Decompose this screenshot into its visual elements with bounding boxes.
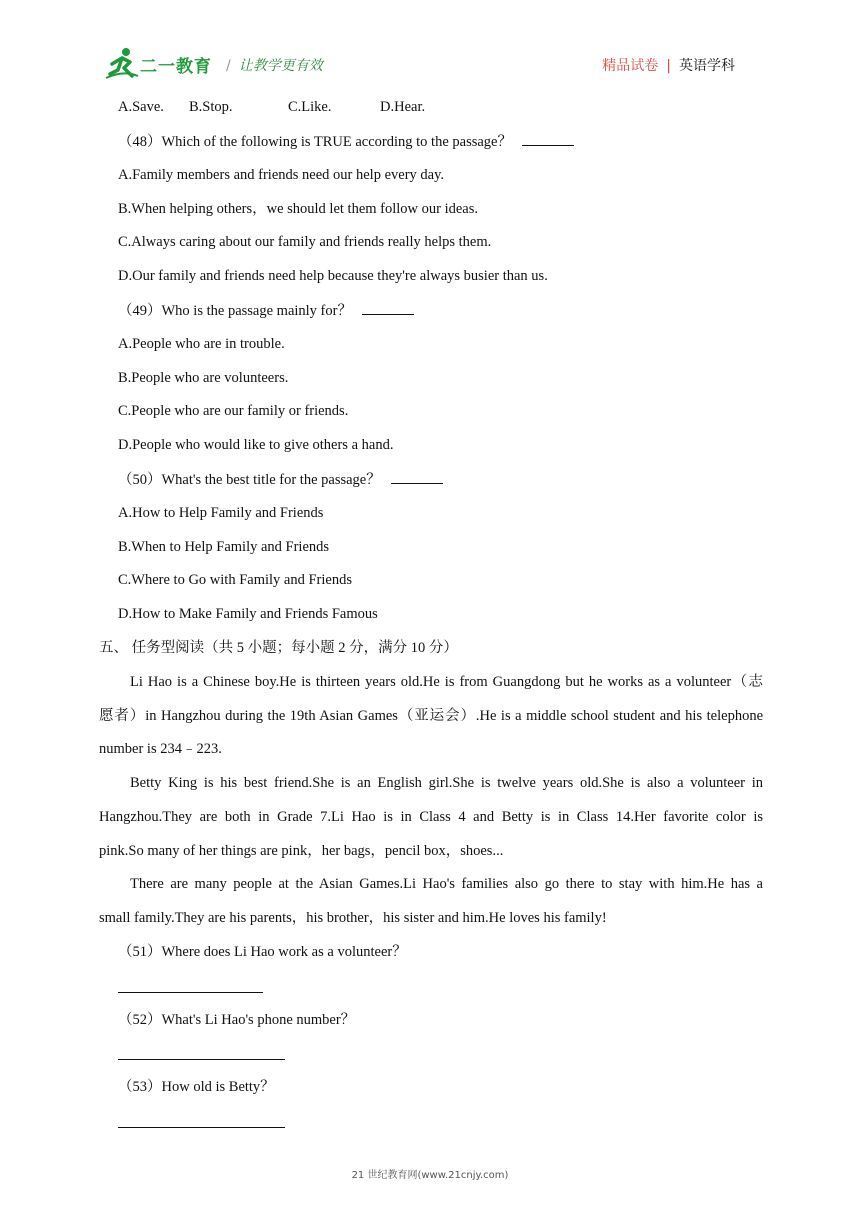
q51-answer-line[interactable] xyxy=(118,992,263,993)
q49-answer-blank xyxy=(362,300,414,315)
q48-stem xyxy=(118,131,574,152)
q47-option-c: C.Like. xyxy=(288,99,332,115)
header-divider: | xyxy=(666,58,671,74)
q52-answer-line[interactable] xyxy=(118,1059,285,1060)
q50-option-d: D.How to Make Family and Friends Famous xyxy=(118,606,378,622)
q49-option-a: A.People who are in trouble. xyxy=(118,336,285,352)
logo-text: 二一教育 xyxy=(140,57,212,77)
q50-answer-blank xyxy=(391,469,443,484)
page-footer: 21 世纪教育网(www.21cnjy.com) xyxy=(351,1170,509,1181)
q50-stem xyxy=(118,469,443,490)
q48-stem-text: （48）Which of the following is TRUE according to the passage？ xyxy=(118,134,512,150)
q49-option-b: B.People who are volunteers. xyxy=(118,370,289,386)
q48-answer-blank xyxy=(522,131,574,146)
q50-stem-text: （50）What's the best title for the passage？ xyxy=(118,472,381,488)
passage-p2-line2: Hangzhou.They are both in Grade 7.Li Hao is in Class 4 and Betty is in Class 14.Her favorite color is xyxy=(99,809,763,825)
passage-p1-line2: 愿者）in Hangzhou during the 19th Asian Games（亚运会）.He is a middle school student and his telephone xyxy=(99,708,763,724)
passage-p3-line1: There are many people at the Asian Games.Li Hao's families also go there to stay with him.He has a xyxy=(130,876,763,892)
section-5-title: 五、 任务型阅读（共 5 小题；每小题 2 分，满分 10 分） xyxy=(99,640,458,656)
q47-option-b: B.Stop. xyxy=(189,99,233,115)
q49-option-d: D.People who would like to give others a hand. xyxy=(118,437,394,453)
q48-option-d: D.Our family and friends need help because they're always busier than us. xyxy=(118,268,548,284)
q50-option-b: B.When to Help Family and Friends xyxy=(118,539,330,555)
passage-p1-line3: number is 234﹣223. xyxy=(99,741,222,757)
premium-label: 精品试卷 xyxy=(602,58,659,74)
q50-option-c: C.Where to Go with Family and Friends xyxy=(118,572,352,588)
slogan-slash: / xyxy=(226,58,231,74)
q47-option-d: D.Hear. xyxy=(380,99,426,115)
passage-p2-line3: pink.So many of her things are pink，her bags，pencil box，shoes... xyxy=(99,843,504,859)
q49-option-c: C.People who are our family or friends. xyxy=(118,403,349,419)
page-header xyxy=(0,0,860,92)
q53-answer-line[interactable] xyxy=(118,1127,285,1128)
q49-stem-text: （49）Who is the passage mainly for？ xyxy=(118,303,352,319)
q47-options xyxy=(118,97,425,117)
slogan-text: 让教学更有效 xyxy=(238,58,323,74)
passage-p2-line1: Betty King is his best friend.She is an English girl.She is twelve years old.She is also a volunteer in xyxy=(130,775,763,791)
q50-option-a: A.How to Help Family and Friends xyxy=(118,505,324,521)
q51-stem: （51）Where does Li Hao work as a volunteer？ xyxy=(118,944,407,960)
q53-stem: （53）How old is Betty？ xyxy=(118,1079,275,1095)
q47-option-a: A.Save. xyxy=(118,99,164,115)
q52-stem: （52）What's Li Hao's phone number？ xyxy=(118,1012,356,1028)
q48-option-c: C.Always caring about our family and friends really helps them. xyxy=(118,234,492,250)
header-right xyxy=(602,55,735,75)
subject-label: 英语学科 xyxy=(679,58,735,74)
q48-option-a: A.Family members and friends need our help every day. xyxy=(118,167,445,183)
passage-p1-line1: Li Hao is a Chinese boy.He is thirteen years old.He is from Guangdong but he works as a volunteer（志 xyxy=(130,674,763,690)
q49-stem xyxy=(118,300,414,321)
passage-p3-line2: small family.They are his parents，his brother，his sister and him.He loves his family! xyxy=(99,910,607,926)
q48-option-b: B.When helping others，we should let them follow our ideas. xyxy=(118,201,479,217)
slogan xyxy=(226,55,323,75)
